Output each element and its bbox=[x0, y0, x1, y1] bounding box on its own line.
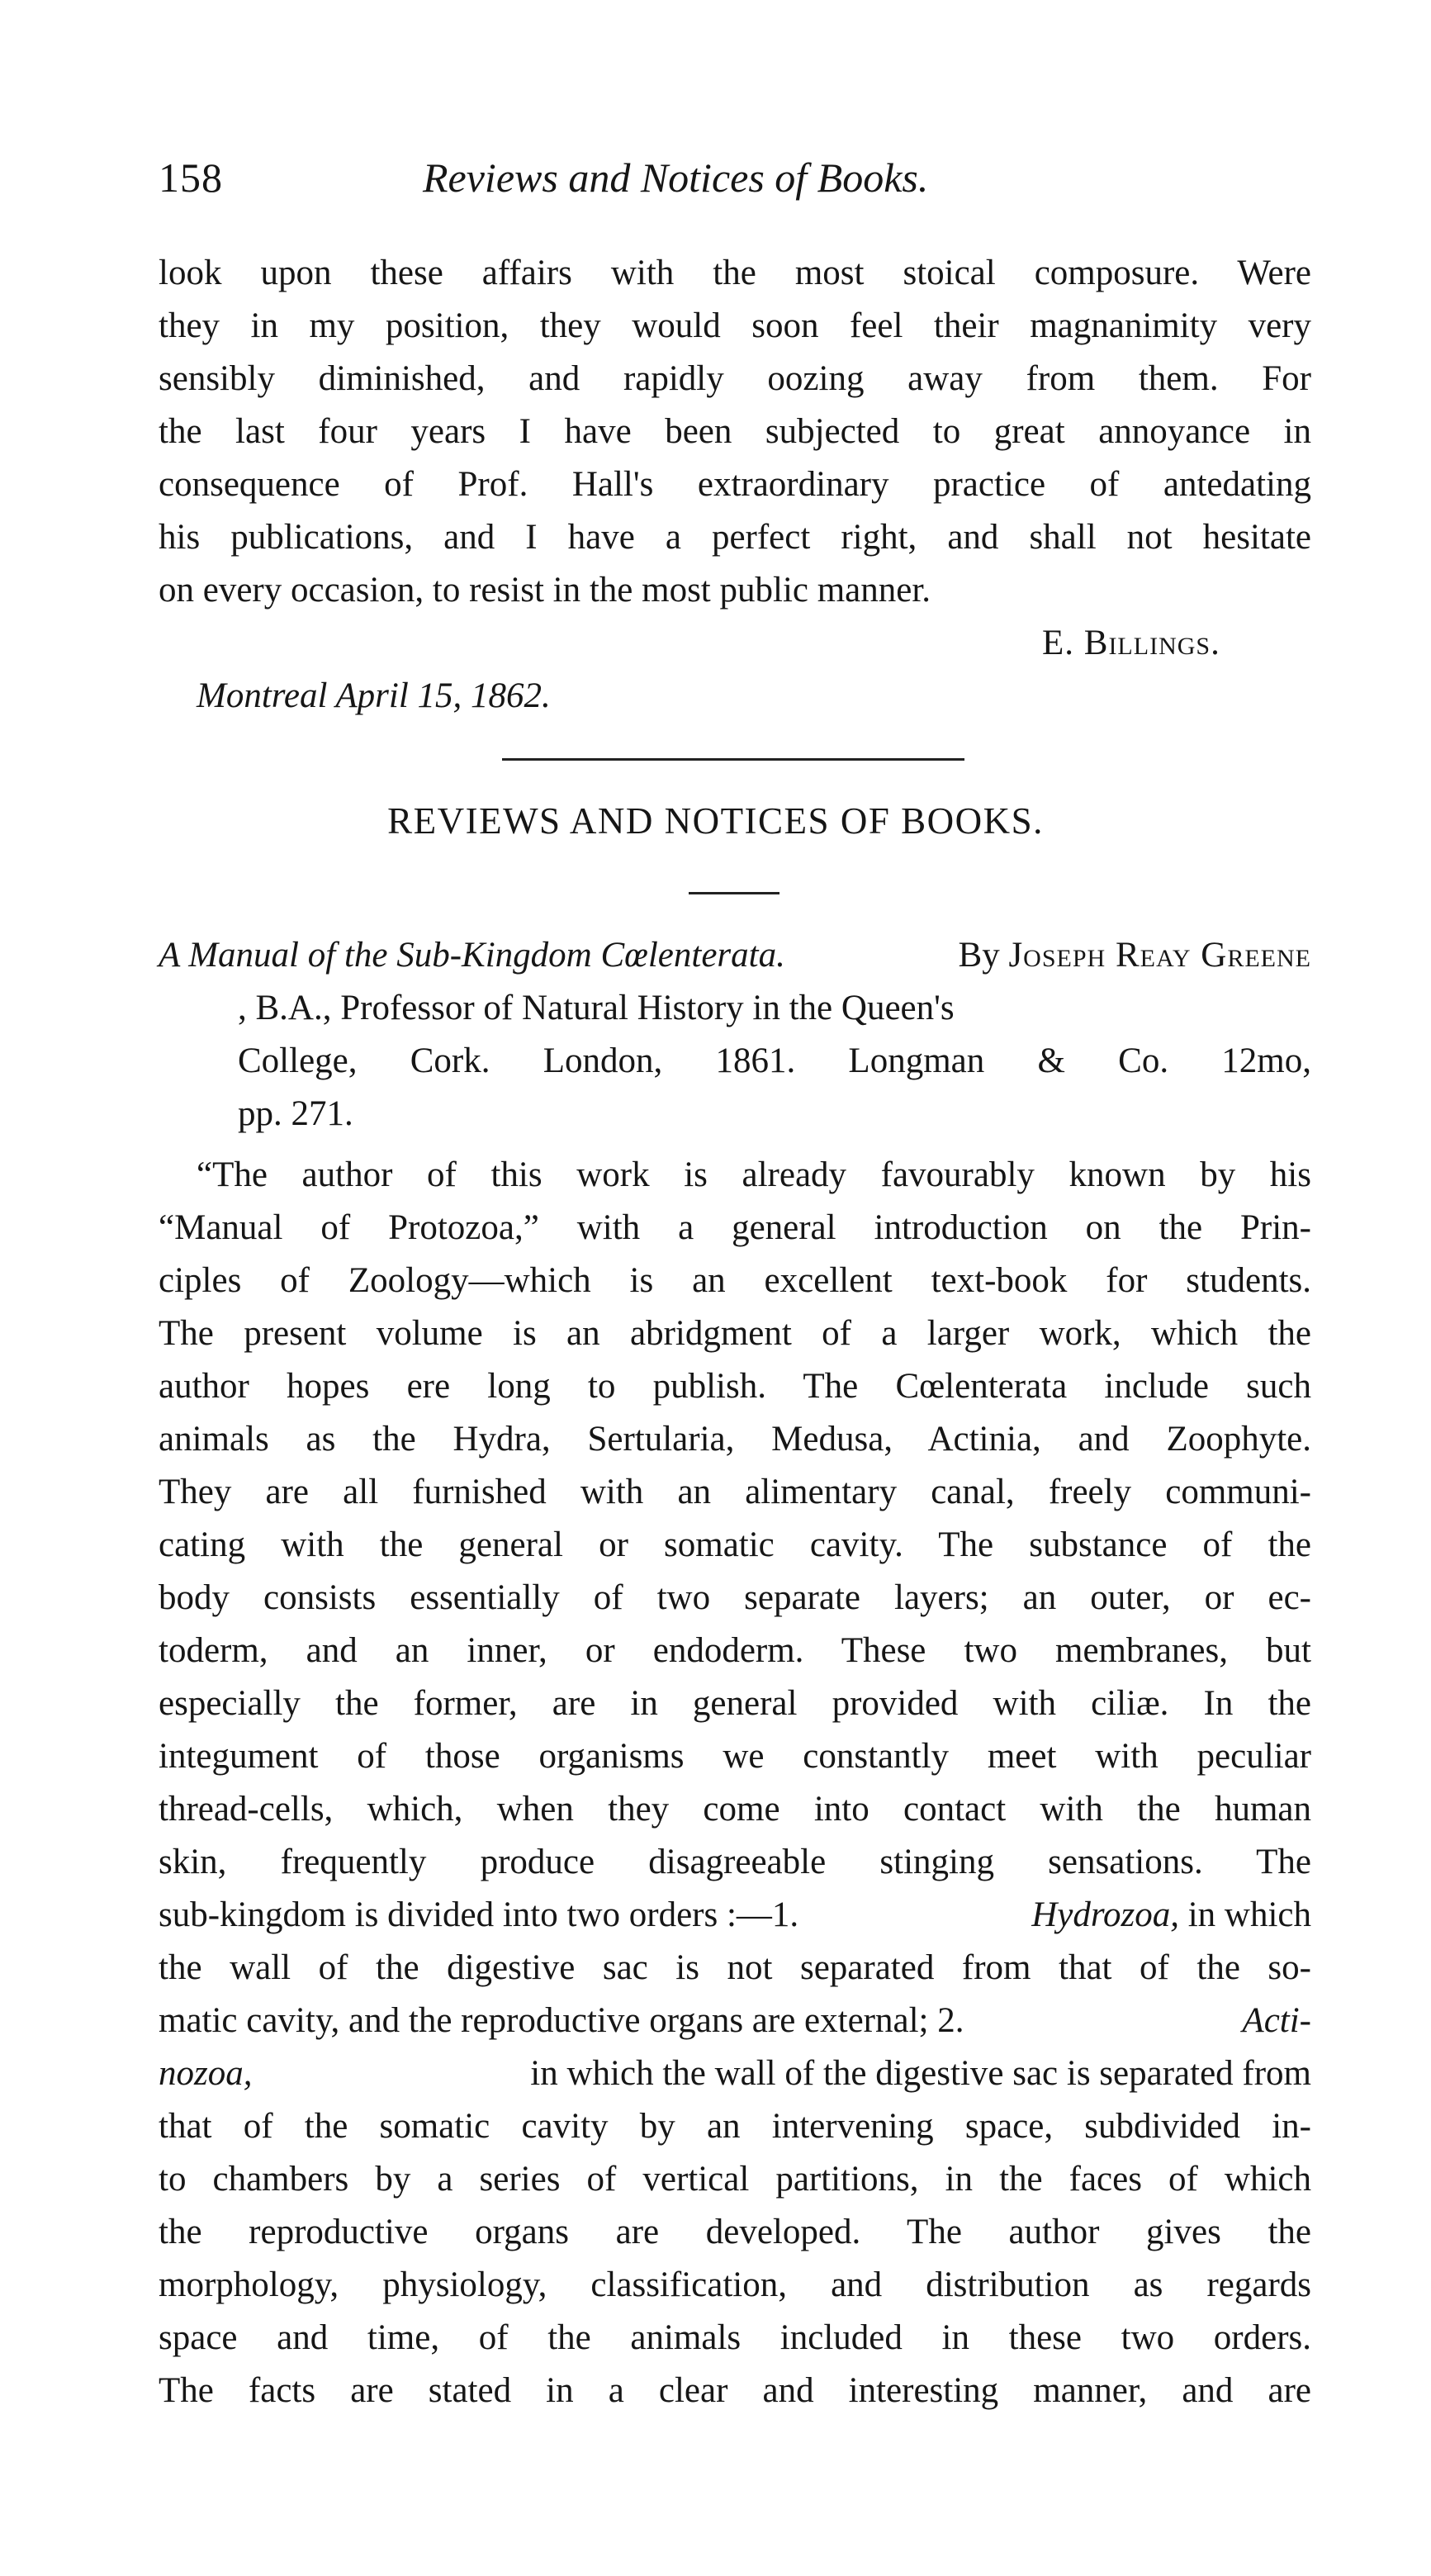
section-divider bbox=[502, 758, 964, 761]
letter-line: on every occasion, to resist in the most public manner. bbox=[159, 571, 931, 610]
review-line: author hopes ere long to publish. The Cœlenterata include such bbox=[159, 1367, 1311, 1406]
citation-line bbox=[238, 983, 1311, 1034]
taxon-name: nozoa, bbox=[159, 2054, 253, 2093]
letter-line: the last four years I have been subjected to great annoyance in bbox=[159, 412, 1311, 451]
review-text: in which bbox=[1178, 1895, 1311, 1934]
letter-line: they in my position, they would soon feel their magnanimity very bbox=[159, 306, 1311, 345]
letter-line: his publications, and I have a perfect right, and shall not hesitate bbox=[159, 518, 1311, 557]
book-title: A Manual of the Sub-Kingdom Cœlenterata. bbox=[159, 936, 785, 975]
letter-line: look upon these affairs with the most stoical composure. Were bbox=[159, 254, 1311, 292]
running-head: Reviews and Notices of Books. bbox=[423, 154, 929, 201]
citation-line-text: , B.A., Professor of Natural History in the Queen's bbox=[238, 989, 955, 1027]
review-line: the wall of the digestive sac is not separated from that of the so- bbox=[159, 1948, 1311, 1987]
review-line: to chambers by a series of vertical partitions, in the faces of which bbox=[159, 2160, 1311, 2199]
citation-line: pp. 271. bbox=[238, 1094, 353, 1133]
review-line: toderm, and an inner, or endoderm. These two membranes, but bbox=[159, 1631, 1311, 1670]
title-short-rule bbox=[689, 892, 779, 894]
review-line: The facts are stated in a clear and interesting manner, and are bbox=[159, 2371, 1311, 2410]
book-author: Joseph Reay Greene bbox=[1008, 936, 1311, 975]
review-line: body consists essentially of two separate layers; an outer, or ec- bbox=[159, 1578, 1311, 1617]
review-line: that of the somatic cavity by an intervening space, subdivided in- bbox=[159, 2107, 1311, 2146]
review-line: the reproductive organs are developed. The author gives the bbox=[159, 2213, 1311, 2251]
letter-line: sensibly diminished, and rapidly oozing away from them. For bbox=[159, 359, 1311, 398]
section-title: REVIEWS AND NOTICES OF BOOKS. bbox=[387, 800, 1044, 842]
taxon-name: Acti- bbox=[1242, 2001, 1311, 2040]
review-line bbox=[159, 1995, 1311, 2047]
review-line: space and time, of the animals included in these two orders. bbox=[159, 2318, 1311, 2357]
signature: E. Billings. bbox=[1042, 624, 1220, 662]
review-line: thread-cells, which, when they come into contact with the human bbox=[159, 1790, 1311, 1829]
page-number: 158 bbox=[159, 154, 223, 201]
letter-line: consequence of Prof. Hall's extraordinary practice of antedating bbox=[159, 465, 1311, 504]
review-line: especially the former, are in general provided with ciliæ. In the bbox=[159, 1684, 1311, 1723]
review-line: animals as the Hydra, Sertularia, Medusa, Actinia, and Zoophyte. bbox=[159, 1420, 1311, 1459]
citation-line: College, Cork. London, 1861. Longman & Co. 12mo, bbox=[238, 1041, 1311, 1080]
review-line: The present volume is an abridgment of a larger work, which the bbox=[159, 1314, 1311, 1353]
taxon-name: Hydrozoa, bbox=[1031, 1895, 1179, 1934]
review-line bbox=[159, 2048, 1311, 2099]
citation-line bbox=[159, 930, 1311, 981]
review-line: skin, frequently produce disagreeable stinging sensations. The bbox=[159, 1843, 1311, 1881]
review-text: matic cavity, and the reproductive organs are external; 2. bbox=[159, 2001, 964, 2040]
review-line: integument of those organisms we constantly meet with peculiar bbox=[159, 1737, 1311, 1776]
dateline: Montreal April 15, 1862. bbox=[197, 676, 551, 715]
review-line: “Manual of Protozoa,” with a general introduction on the Prin- bbox=[159, 1208, 1311, 1247]
review-line: cating with the general or somatic cavity. The substance of the bbox=[159, 1525, 1311, 1564]
citation-by: By bbox=[958, 936, 1000, 975]
review-line: morphology, physiology, classification, and distribution as regards bbox=[159, 2265, 1311, 2304]
review-text: sub-kingdom is divided into two orders :—1. bbox=[159, 1895, 799, 1934]
page-header bbox=[159, 154, 1298, 211]
review-line: ciples of Zoology—which is an excellent text-book for students. bbox=[159, 1261, 1311, 1300]
review-text: in which the wall of the digestive sac is separated from bbox=[530, 2054, 1311, 2093]
review-line: They are all furnished with an alimentary canal, freely communi- bbox=[159, 1473, 1311, 1511]
review-line: “The author of this work is already favourably known by his bbox=[197, 1155, 1311, 1194]
review-line bbox=[159, 1890, 1311, 1941]
